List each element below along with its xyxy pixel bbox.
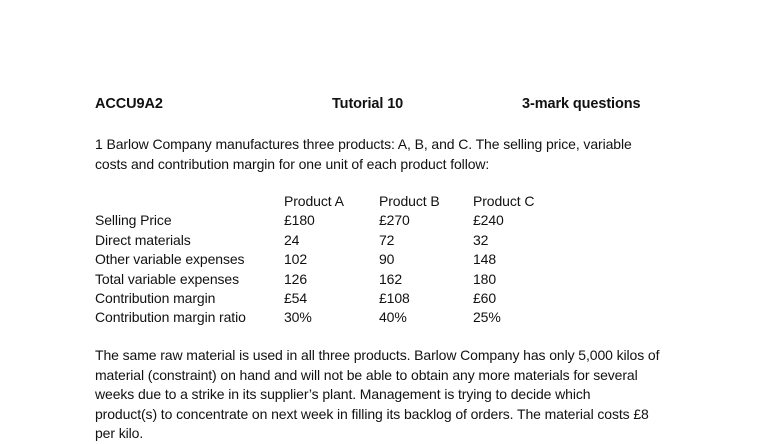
table-row — [95, 250, 553, 269]
cell-product-c: 148 — [473, 251, 497, 268]
question-intro-line: costs and contribution margin for one unit of each product follow: — [95, 155, 490, 172]
cell-product-a: 126 — [284, 270, 308, 287]
row-label: Contribution margin — [95, 290, 216, 307]
row-label: Other variable expenses — [95, 251, 245, 268]
cell-product-a: 30% — [284, 309, 312, 326]
cell-product-b: £270 — [379, 212, 410, 229]
row-label: Total variable expenses — [95, 270, 240, 287]
cell-product-c: 180 — [473, 270, 497, 287]
table-row — [95, 289, 553, 308]
cell-product-c: £240 — [473, 212, 504, 229]
question-body-line: material (constraint) on hand and will not be able to obtain any more materials for several — [95, 366, 638, 383]
table-row — [95, 231, 553, 250]
cell-product-a: 24 — [284, 231, 300, 248]
row-label: Contribution margin ratio — [95, 309, 246, 326]
question-body-line: per kilo. — [95, 425, 144, 441]
tutorial-title: Tutorial 10 — [332, 96, 404, 112]
question-body-line: weeks due to a strike in its supplier’s plant. Management is trying to decide which — [95, 386, 591, 402]
question-body — [95, 346, 695, 444]
cell-product-b: 90 — [379, 251, 395, 268]
table-header-product-c: Product C — [473, 193, 535, 209]
question-body-line: product(s) to concentrate on next week in filling its backlog of orders. The material costs £8 — [95, 405, 649, 422]
table-header-blank — [95, 192, 284, 211]
product-cost-table — [95, 192, 553, 328]
table-row — [95, 211, 553, 230]
cell-product-a: £180 — [284, 212, 315, 229]
table-header-product-a: Product A — [284, 193, 344, 209]
row-label: Direct materials — [95, 231, 191, 248]
section-title: 3-mark questions — [522, 96, 641, 112]
table-row — [95, 308, 553, 327]
question-body-line: The same raw material is used in all three products. Barlow Company has only 5,000 kilos of — [95, 347, 660, 363]
cell-product-c: 32 — [473, 231, 489, 248]
cell-product-b: 162 — [379, 270, 403, 287]
row-label: Selling Price — [95, 212, 172, 229]
table-row — [95, 270, 553, 289]
cell-product-b: 72 — [379, 231, 395, 248]
course-code: ACCU9A2 — [95, 96, 163, 112]
cell-product-c: £60 — [473, 290, 497, 307]
question-intro-line: 1 Barlow Company manufactures three products: A, B, and C. The selling price, variable — [95, 136, 632, 152]
cell-product-a: £54 — [284, 290, 308, 307]
cell-product-b: 40% — [379, 309, 407, 326]
table-header-row — [95, 192, 553, 211]
cell-product-b: £108 — [379, 290, 410, 307]
question-intro — [95, 135, 695, 174]
table-header-product-b: Product B — [379, 193, 440, 209]
cell-product-c: 25% — [473, 309, 501, 326]
cell-product-a: 102 — [284, 251, 308, 268]
